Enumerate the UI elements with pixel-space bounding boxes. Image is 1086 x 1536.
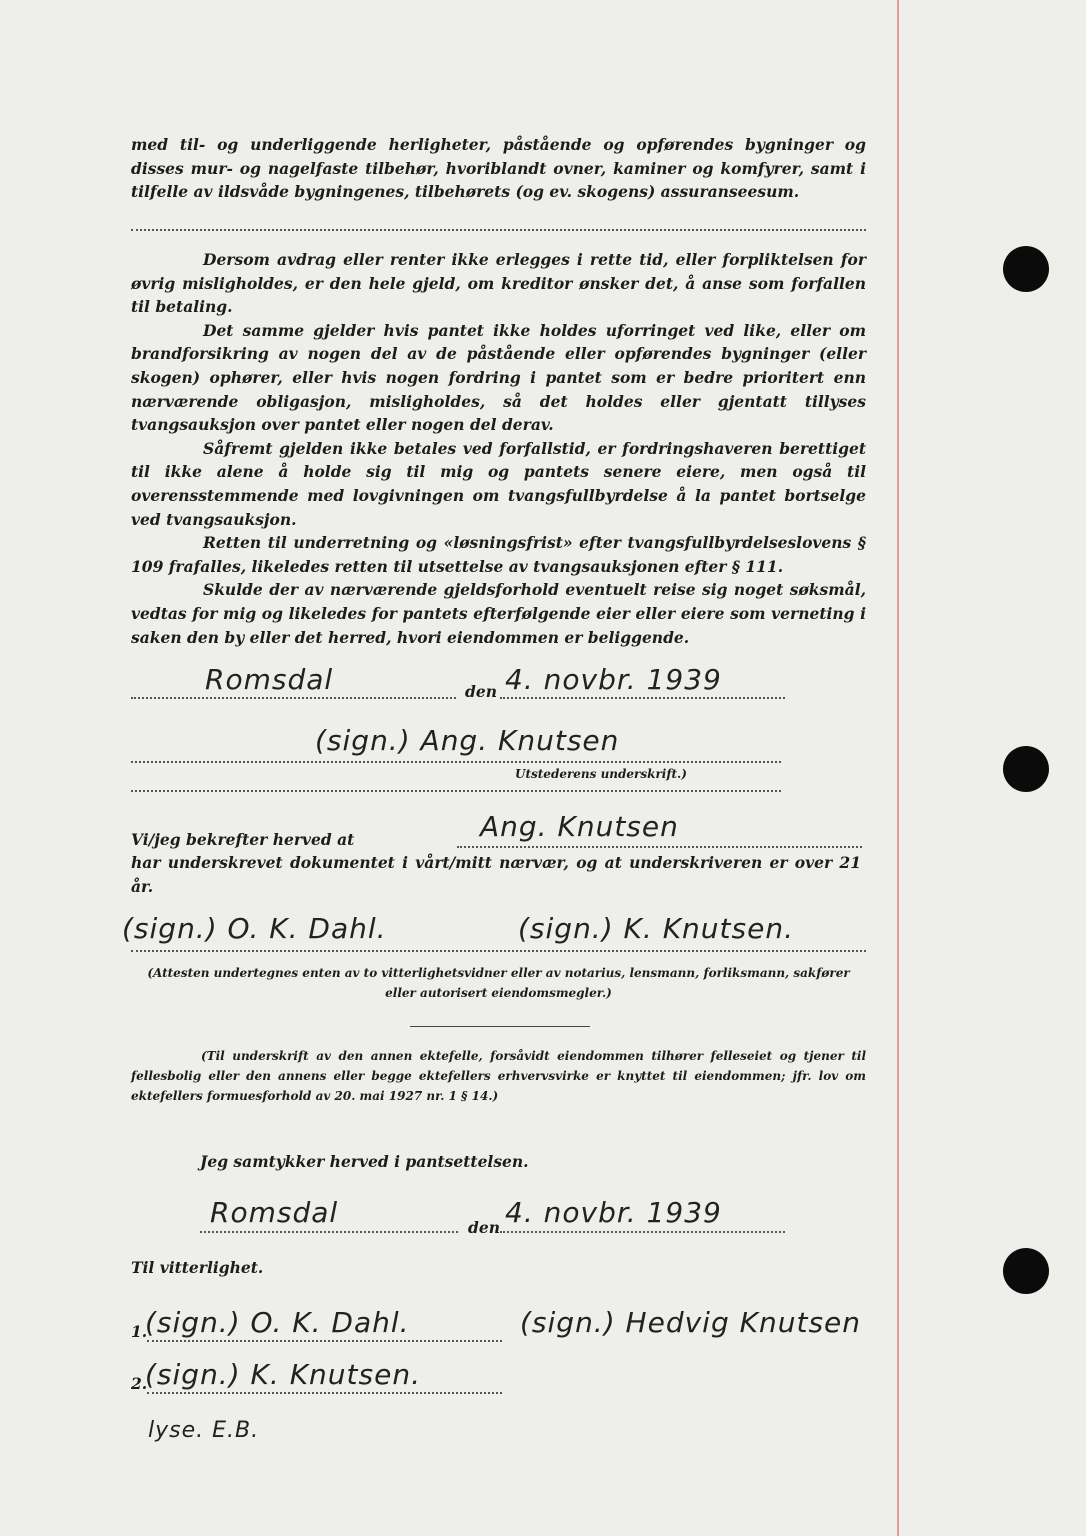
issuer-signature: (sign.) Ang. Knutsen (315, 724, 620, 757)
clause-text-3: Det samme gjelder hvis pantet ikke holdes uforringet ved like, eller om brandforsikring av nogen del av de påstående eller opførendes bygninger (eller skogen) ophører, eller hvis nogen fordring i pantet som er bedre prioritert enn nærværende obligasjon, misligholdes, så det holdes eller gjentatt tillyses tvangsauksjon over pantet eller nogen del derav. (131, 320, 866, 435)
clause-text-2: Dersom avdrag eller renter ikke erlegges i rette tid, eller forpliktelsen for øvrig misligholdes, er den hele gjeld, om kreditor ønsker det, å anse som forfallen til betaling. (131, 250, 866, 317)
attest-note: (Attesten undertegnes enten av to vitterlighetsvidner eller av notarius, lensmann, forliksmann, sakfører eller autorisert eiendomsmegler.) (147, 966, 850, 1000)
consent-place: Romsdal (210, 1196, 339, 1229)
vitterlighet-number-2: 2. (131, 1374, 148, 1393)
vitterlighet-signature-2: (sign.) K. Knutsen. (145, 1358, 421, 1391)
clause-text-5: Retten til underretning og «løsningsfrist» efter tvangsfullbyrdelseslovens § 109 frafalles, likeledes retten til utsettelse av tvangsauksjonen efter § 111. (131, 533, 866, 576)
separator-dots (131, 229, 866, 231)
witness-lead: Vi/jeg bekrefter herved at (131, 830, 355, 849)
date-line (500, 697, 785, 699)
witness-signature-1: (sign.) O. K. Dahl. (122, 912, 387, 945)
vitterlighet-line-1 (147, 1340, 502, 1342)
punch-hole-bottom (1003, 1248, 1049, 1294)
blank-line (131, 790, 781, 792)
witness-confirm-rest: har underskrevet dokumentet i vårt/mitt nærvær, og at underskriveren er over 21 år. (131, 853, 861, 896)
clause-property (131, 133, 866, 204)
signer-name-line (457, 846, 862, 848)
consent-date: 4. novbr. 1939 (505, 1196, 722, 1229)
spouse-note: (Til underskrift av den annen ektefelle, forsåvidt eiendommen tilhører felleseiet og tjener til fellesbolig eller den annens eller begge ektefellers erhvervsvirke er knyttet til eiendommen; jfr. lov om ektefellers formuesforhold av 20. mai 1927 nr. 1 § 14.) (131, 1049, 866, 1103)
clause-block (131, 248, 866, 649)
issuer-signature-line (131, 761, 781, 763)
clause-text-4: Såfremt gjelden ikke betales ved forfallstid, er fordringshaveren berettiget til ikke alene å holde sig til mig og pantets senere eiere, men også til overensstemmende med lovgivningen om tvangsfullbyrdelse å la pantet bortselge ved tvangsauksjon. (131, 438, 866, 529)
witness-line (131, 950, 866, 952)
place-line (131, 697, 456, 699)
consent-place-line (200, 1231, 458, 1233)
vitterlighet-label: Til vitterlighet. (131, 1258, 264, 1277)
section-rule (410, 1026, 590, 1027)
handwritten-date: 4. novbr. 1939 (505, 663, 722, 696)
punch-hole-top (1003, 246, 1049, 292)
vitterlighet-line-2 (147, 1392, 502, 1394)
consent-date-line (500, 1231, 785, 1233)
handwritten-place: Romsdal (205, 663, 334, 696)
handwritten-signer-name: Ang. Knutsen (480, 810, 679, 843)
witness-confirm-text (131, 851, 861, 898)
margin-line (897, 0, 899, 1536)
consent-text: Jeg samtykker herved i pantsettelsen. (200, 1152, 529, 1171)
vitterlighet-number-1: 1. (131, 1322, 148, 1341)
witness-signature-2: (sign.) K. Knutsen. (518, 912, 794, 945)
clause-text-1: med til- og underliggende herligheter, påstående og opførendes bygninger og disses mur- og nagelfaste tilbehør, hvoriblandt ovner, kaminer og komfyrer, samt i tilfelle av ildsvåde bygningenes, tilbehørets (og ev. skogens) assuranseesum. (131, 135, 866, 202)
vitterlighet-signature-1a: (sign.) O. K. Dahl. (145, 1306, 410, 1339)
handwritten-initials: lyse. E.B. (148, 1418, 260, 1443)
punch-hole-middle (1003, 746, 1049, 792)
consent-den-label: den (468, 1218, 500, 1237)
issuer-caption: Utstederens underskrift.) (515, 767, 687, 781)
den-label: den (465, 682, 497, 701)
vitterlighet-signature-1b: (sign.) Hedvig Knutsen (520, 1306, 862, 1339)
clause-text-6: Skulde der av nærværende gjeldsforhold eventuelt reise sig noget søksmål, vedtas for mig og likeledes for pantets efterfølgende eier eller eiere som verneting i saken den by eller det herred, hvori eiendommen er beliggende. (131, 580, 866, 647)
